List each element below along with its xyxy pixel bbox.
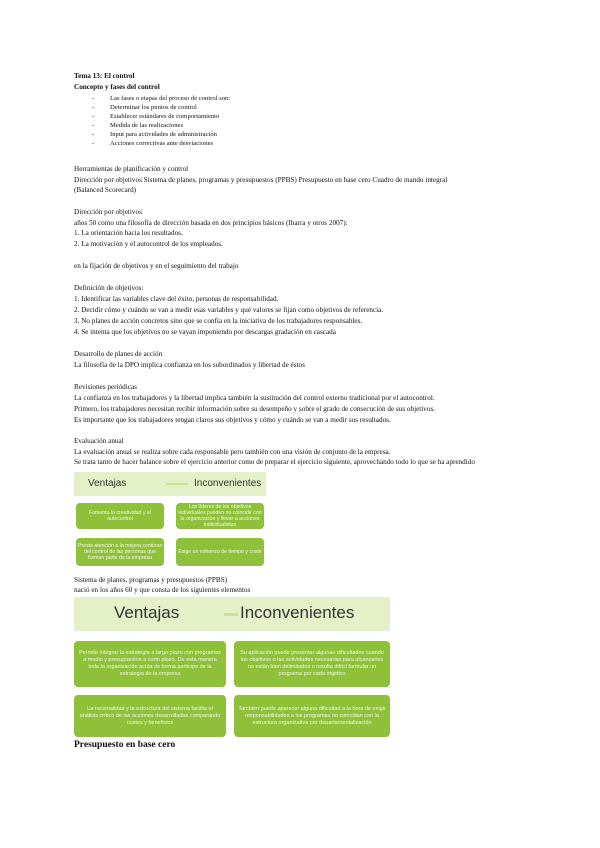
definition-point: 2. Decidir cómo y cuándo se van a medir esas variables y qué valores se fijan como objetivos de referencia. — [74, 306, 384, 314]
advantage-box: Presta atención a la mejora continua del control de las personas que forman parte de la empresa — [76, 538, 164, 566]
dpo-point: 1. La orientación hacia los resultados. — [74, 229, 183, 237]
review-line: Es importante que los trabajadores tengan claros sus objetivos y cómo y cuándo se van a medir sus resultados. — [74, 416, 391, 424]
phase-item: - Determinar los puntos de control — [92, 104, 197, 111]
advantages-header: Ventajas — [88, 478, 127, 489]
advantages-figure-small — [74, 470, 266, 572]
ppbs-text: nació en los años 60 y que consta de los siguientes elementos — [74, 586, 251, 594]
tools-text: Dirección por objetivos Sistema de planes, programas y presupuestos (PPBS) Presupuesto en base cero Cuadro de mando integral — [74, 176, 448, 184]
phase-item: - Input para actividades de administración — [92, 131, 217, 138]
dpo-text: años 50 como una filosofía de dirección basada en dos principios básicos (Ibarra y otros 2007): — [74, 219, 348, 227]
evaluation-line: Se trata tanto de hacer balance sobre el ejercicio anterior como de preparar el ejercicio siguiente, aprovechando todo lo que se ha aprendido — [74, 458, 475, 466]
ppbs-heading: Sistema de planes, programas y presupuestos (PPBS) — [74, 576, 228, 584]
phase-item: - Acciones correctivas ante desviaciones — [92, 140, 214, 147]
definition-point: 4. Se intenta que los objetivos no se vayan imponiendo por descargas gradación en cascada — [74, 328, 336, 336]
zero-budget-heading: Presupuesto en base cero — [74, 740, 176, 750]
advantages-figure-large — [74, 597, 390, 737]
advantage-box: Permite integrar la estrategia a largo plazo con programas a medio y presupuestos a corto plazo. De esta manera toda la organización actúa de forma participe de la estrategia de la empresa — [74, 641, 226, 687]
advantage-box: Fomenta la creatividad y el autocontrol — [76, 503, 164, 529]
disadvantage-box: Los líderes de los objetivos individuales pueden no coincidir con la organización y llevar a acciones individualistas — [176, 503, 264, 529]
advantages-header: Ventajas — [114, 603, 180, 622]
phase-intro-item: - Las fases o etapas del proceso de control son: — [92, 95, 231, 102]
evaluation-heading: Evaluación anual — [74, 437, 124, 445]
review-line: La confianza en los trabajadores y la libertad implica también la sustitución del control externo tradicional por el autocontrol. — [74, 394, 435, 402]
review-line: Primero, los trabajadores necesitan recibir información sobre su desempeño y sobre el grado de consecución de sus objetivos. — [74, 405, 436, 413]
disadvantage-box: Exige un esfuerzo de tiempo y coste — [176, 538, 264, 566]
definition-heading: Definición de objetivos: — [74, 284, 144, 292]
dpo-heading: Dirección por objetivos — [74, 208, 142, 216]
figure-header-bar — [74, 472, 266, 496]
dpo-point: 2. La motivación y el autocontrol de los empleados. — [74, 240, 223, 248]
tools-heading: Herramientas de planificación y control — [74, 165, 189, 173]
plans-text: La filosofía de la DPO implica confianza en los subordinados y libertad de éstos — [74, 361, 305, 369]
review-heading: Revisiones periódicas — [74, 383, 137, 391]
topic-title: Tema 13: El control — [74, 72, 135, 80]
disadvantages-header: Inconvenientes — [240, 603, 355, 622]
plans-heading: Desarrollo de planes de acción — [74, 350, 163, 358]
concept-heading: Concepto y fases del control — [74, 83, 160, 91]
phase-item: - Establecer estándares de comportamiento — [92, 113, 220, 120]
tools-text-continued: (Balanced Scorecard) — [74, 186, 137, 194]
figure-header-bar — [74, 597, 390, 631]
evaluation-line: La evaluación anual se realiza sobre cada responsable pero también con una visión de conjunto de la empresa. — [74, 448, 391, 456]
advantage-box: La racionalidad y la estructura del sistema facilita el análisis crítico de las acciones desarrolladas comparando costes y beneficios — [74, 695, 226, 737]
definition-point: 1. Identificar las variables clave del éxito, personas de responsabilidad. — [74, 295, 279, 303]
dpo-extra: en la fijación de objetivos y en el seguimiento del trabajo — [74, 262, 239, 270]
disadvantages-header: Inconvenientes — [194, 478, 262, 489]
phase-item: - Medida de las realizaciones — [92, 122, 184, 129]
disadvantage-box: Su aplicación puede presentar algunas dificultades cuando los objetivos o las actividades necesarias para alcanzarlos no están bien delimitados o resulta difícil formular un programa por cada objetivo — [234, 641, 390, 687]
definition-point: 3. No planes de acción concretos sino que se confía en la iniciativa de los trabajadores responsables. — [74, 317, 363, 325]
disadvantage-box: También puede aparecer alguna dificultad a la hora de exigir responsabilidades a los programas no coincidan con la estructura organizativa por departamentalización — [234, 695, 390, 737]
